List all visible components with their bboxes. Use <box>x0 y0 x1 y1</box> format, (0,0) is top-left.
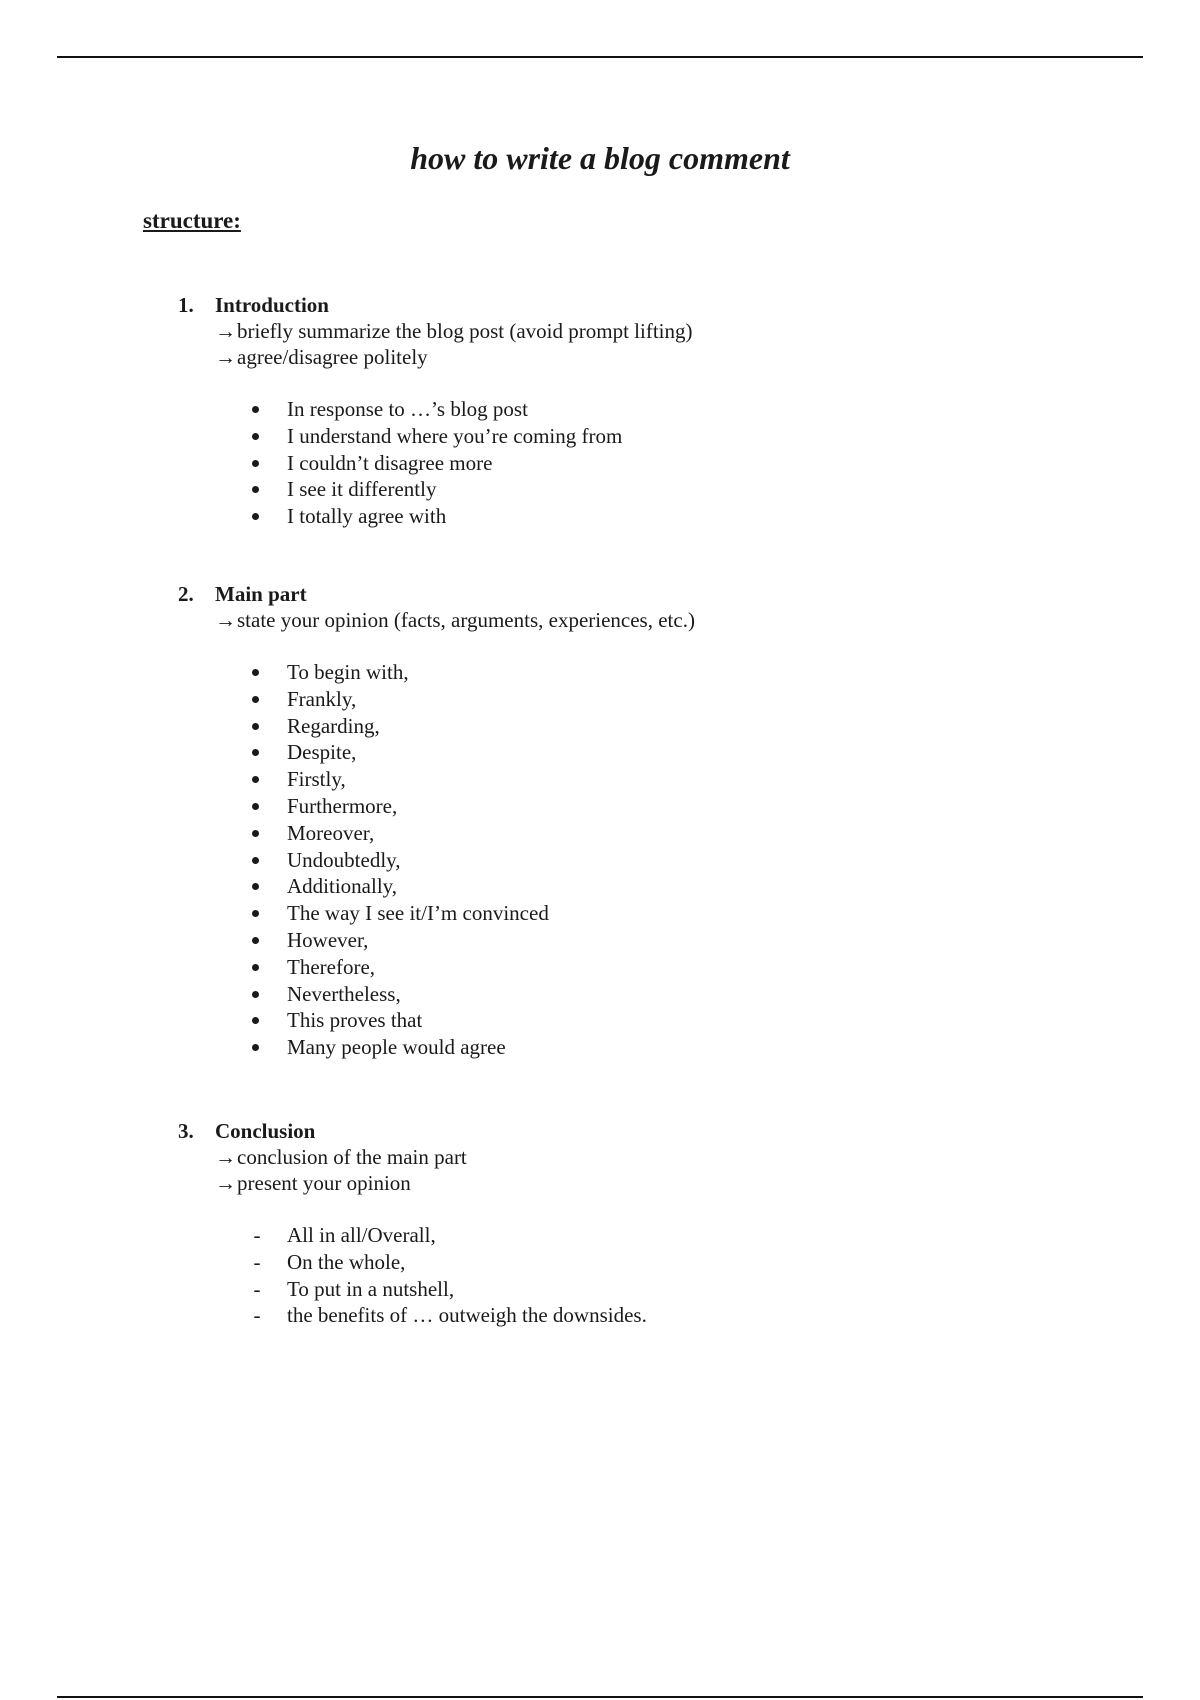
list-item: Firstly, <box>178 766 1078 793</box>
section-notes <box>215 1144 1078 1196</box>
list-item: Many people would agree <box>178 1034 1078 1061</box>
bullet-icon <box>252 749 259 756</box>
arrow-icon: → <box>215 1145 236 1169</box>
list-item: Nevertheless, <box>178 981 1078 1008</box>
section-conclusion <box>178 1118 1078 1329</box>
list-item: Undoubtedly, <box>178 847 1078 874</box>
bottom-rule <box>57 1696 1143 1698</box>
list-item: Despite, <box>178 739 1078 766</box>
dash-icon: - <box>253 1303 261 1328</box>
arrow-icon: → <box>215 1171 236 1195</box>
section-introduction <box>178 292 1078 530</box>
bullet-icon <box>252 513 259 520</box>
bullet-icon <box>252 964 259 971</box>
note-line: →conclusion of the main part <box>215 1145 467 1169</box>
bullet-icon <box>252 857 259 864</box>
arrow-icon: → <box>215 319 236 343</box>
bullet-icon <box>252 883 259 890</box>
bullet-icon <box>252 830 259 837</box>
bullet-icon <box>252 669 259 676</box>
note-line: →agree/disagree politely <box>215 345 428 369</box>
bullet-icon <box>252 406 259 413</box>
section-main-part <box>178 581 1078 1061</box>
list-item: Moreover, <box>178 820 1078 847</box>
note-line: →present your opinion <box>215 1171 411 1195</box>
section-number: 1. <box>178 293 194 317</box>
list-item: Therefore, <box>178 954 1078 981</box>
phrase-list <box>178 659 1078 1061</box>
section-title: Conclusion <box>215 1119 316 1143</box>
bullet-icon <box>252 803 259 810</box>
section-number: 3. <box>178 1119 194 1143</box>
bullet-icon <box>252 723 259 730</box>
section-number: 2. <box>178 582 194 606</box>
bullet-icon <box>252 776 259 783</box>
phrase-list <box>178 396 1078 530</box>
bullet-icon <box>252 486 259 493</box>
note-line: →briefly summarize the blog post (avoid prompt lifting) <box>215 319 693 343</box>
list-item: Regarding, <box>178 713 1078 740</box>
list-item: I see it differently <box>178 476 1078 503</box>
list-item: This proves that <box>178 1007 1078 1034</box>
list-item: Additionally, <box>178 873 1078 900</box>
list-item: - To put in a nutshell, <box>178 1276 1078 1303</box>
bullet-icon <box>252 937 259 944</box>
bullet-icon <box>252 1017 259 1024</box>
top-rule <box>57 56 1143 58</box>
section-notes <box>215 318 1078 370</box>
list-item: - the benefits of … outweigh the downsides. <box>178 1302 1078 1329</box>
list-item: I totally agree with <box>178 503 1078 530</box>
bullet-icon <box>252 696 259 703</box>
section-heading <box>178 581 1078 607</box>
section-heading <box>178 1118 1078 1144</box>
list-item: The way I see it/I’m convinced <box>178 900 1078 927</box>
list-item: - On the whole, <box>178 1249 1078 1276</box>
list-item: I couldn’t disagree more <box>178 450 1078 477</box>
bullet-icon <box>252 1044 259 1051</box>
list-item: To begin with, <box>178 659 1078 686</box>
bullet-icon <box>252 433 259 440</box>
list-item: Frankly, <box>178 686 1078 713</box>
list-item: In response to …’s blog post <box>178 396 1078 423</box>
page-title: how to write a blog comment <box>410 140 790 176</box>
list-item: However, <box>178 927 1078 954</box>
section-heading <box>178 292 1078 318</box>
list-item: - All in all/Overall, <box>178 1222 1078 1249</box>
structure-label: structure: <box>143 208 241 233</box>
list-item: I understand where you’re coming from <box>178 423 1078 450</box>
bullet-icon <box>252 991 259 998</box>
bullet-icon <box>252 460 259 467</box>
dash-icon: - <box>253 1249 261 1274</box>
dash-icon: - <box>253 1276 261 1301</box>
arrow-icon: → <box>215 345 236 369</box>
note-line: →state your opinion (facts, arguments, experiences, etc.) <box>215 608 695 632</box>
bullet-icon <box>252 910 259 917</box>
section-notes <box>215 607 1078 633</box>
dash-icon: - <box>253 1223 261 1247</box>
phrase-list <box>178 1222 1078 1329</box>
section-title: Main part <box>215 582 307 606</box>
arrow-icon: → <box>215 608 236 632</box>
list-item: Furthermore, <box>178 793 1078 820</box>
section-title: Introduction <box>215 293 329 317</box>
